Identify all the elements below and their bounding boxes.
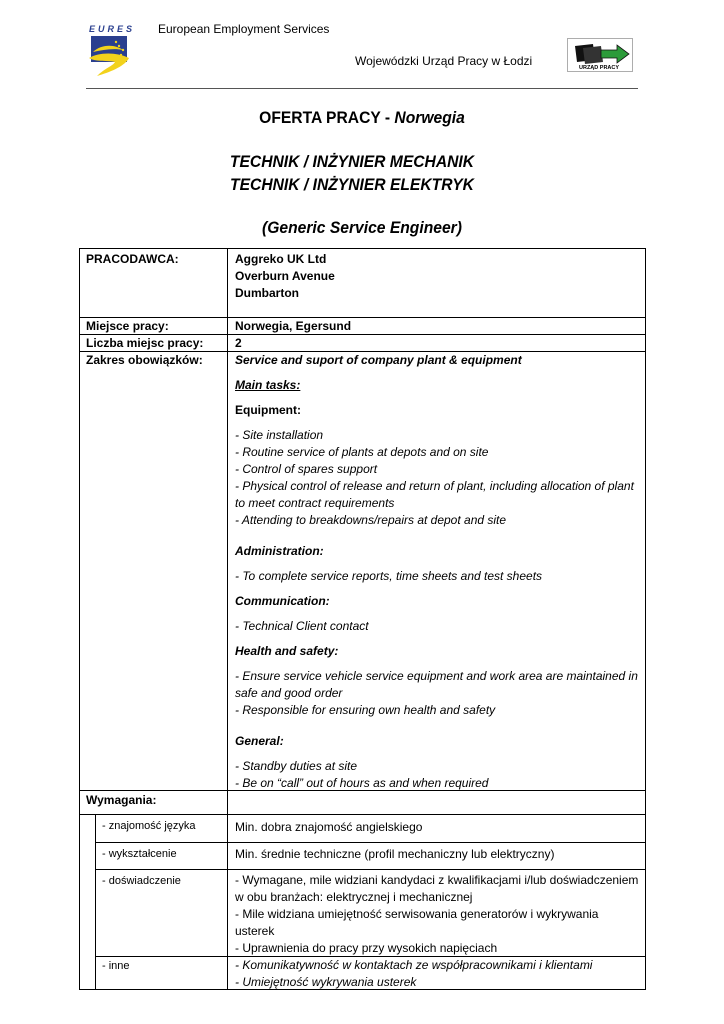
duties-label: Zakres obowiązków: xyxy=(86,353,203,367)
experience-value xyxy=(235,872,643,957)
equipment-item: - Site installation xyxy=(235,428,324,442)
urzad-pracy-logo xyxy=(567,38,633,72)
header-divider xyxy=(86,88,638,89)
requirements-label: Wymagania: xyxy=(86,793,157,807)
other-label: - inne xyxy=(102,960,130,972)
experience-line: - Uprawnienia do pracy przy wysokich napięciach xyxy=(235,941,498,955)
administration-heading: Administration: xyxy=(235,544,324,558)
communication-heading: Communication: xyxy=(235,594,330,608)
job-title-english: (Generic Service Engineer) xyxy=(262,218,462,237)
education-value: Min. średnie techniczne (profil mechaniczny lub elektryczny) xyxy=(235,847,555,861)
experience-line: w obu branżach: elektrycznej i mechanicznej xyxy=(235,890,473,904)
location-label: Miejsce pracy: xyxy=(86,319,169,333)
offer-title-country: Norwegia xyxy=(394,108,465,127)
equipment-heading: Equipment: xyxy=(235,403,301,417)
experience-line: usterek xyxy=(235,924,275,938)
duties-intro: Service and suport of company plant & equipment xyxy=(235,353,522,367)
equipment-item: - Routine service of plants at depots and on site xyxy=(235,445,489,459)
header-organization: European Employment Services xyxy=(158,22,330,36)
health-safety-item: - Responsible for ensuring own health and safety xyxy=(235,703,496,717)
general-heading: General: xyxy=(235,734,284,748)
main-tasks-heading: Main tasks: xyxy=(235,378,301,392)
positions-value: 2 xyxy=(235,336,242,350)
equipment-item: - Attending to breakdowns/repairs at depot and site xyxy=(235,513,507,527)
employer-label: PRACODAWCA: xyxy=(86,252,179,266)
up-logo-text: URZĄD PRACY xyxy=(579,65,620,71)
header-office: Wojewódzki Urząd Pracy w Łodzi xyxy=(355,54,533,68)
health-safety-item: safe and good order xyxy=(235,686,343,700)
general-item: - Standby duties at site xyxy=(235,759,358,773)
employer-street: Overburn Avenue xyxy=(235,269,335,283)
job-title-mechanical: TECHNIK / INŻYNIER MECHANIK xyxy=(229,152,475,171)
equipment-item: to meet contract requirements xyxy=(235,496,395,510)
eures-logo xyxy=(85,22,135,78)
communication-item: - Technical Client contact xyxy=(235,619,369,633)
duties-content xyxy=(235,352,643,792)
experience-line: - Wymagane, mile widziani kandydaci z kwalifikacjami i/lub doświadczeniem xyxy=(235,873,639,887)
employer-name: Aggreko UK Ltd xyxy=(235,252,327,266)
other-line: - Komunikatywność w kontaktach ze współpracownikami i klientami xyxy=(235,958,593,972)
administration-item: - To complete service reports, time sheets and test sheets xyxy=(235,569,543,583)
health-safety-item: - Ensure service vehicle service equipment and work area are maintained in xyxy=(235,669,638,683)
health-safety-list xyxy=(235,668,643,719)
education-label: - wykształcenie xyxy=(102,848,177,860)
job-title-electrical: TECHNIK / INŻYNIER ELEKTRYK xyxy=(230,175,474,194)
location-value: Norwegia, Egersund xyxy=(235,319,352,333)
health-safety-heading: Health and safety: xyxy=(235,644,339,658)
offer-title-prefix: OFERTA PRACY - xyxy=(259,108,395,127)
employer-details xyxy=(235,251,335,302)
employer-city: Dumbarton xyxy=(235,286,299,300)
eures-logo-text: EURES xyxy=(89,24,135,34)
general-list xyxy=(235,758,643,792)
language-value: Min. dobra znajomość angielskiego xyxy=(235,820,423,834)
other-value xyxy=(235,957,643,991)
positions-label: Liczba miejsc pracy: xyxy=(86,336,204,350)
equipment-item: - Physical control of release and return of plant, including allocation of plant xyxy=(235,479,634,493)
offer-title xyxy=(29,108,695,128)
experience-label: - doświadczenie xyxy=(102,875,181,887)
other-line: - Umiejętność wykrywania usterek xyxy=(235,975,417,989)
equipment-list xyxy=(235,427,643,529)
offer-table xyxy=(79,248,646,990)
general-item: - Be on “call” out of hours as and when required xyxy=(235,776,489,790)
experience-line: - Mile widziana umiejętność serwisowania generatorów i wykrywania xyxy=(235,907,599,921)
equipment-item: - Control of spares support xyxy=(235,462,378,476)
language-label: - znajomość języka xyxy=(102,820,196,832)
